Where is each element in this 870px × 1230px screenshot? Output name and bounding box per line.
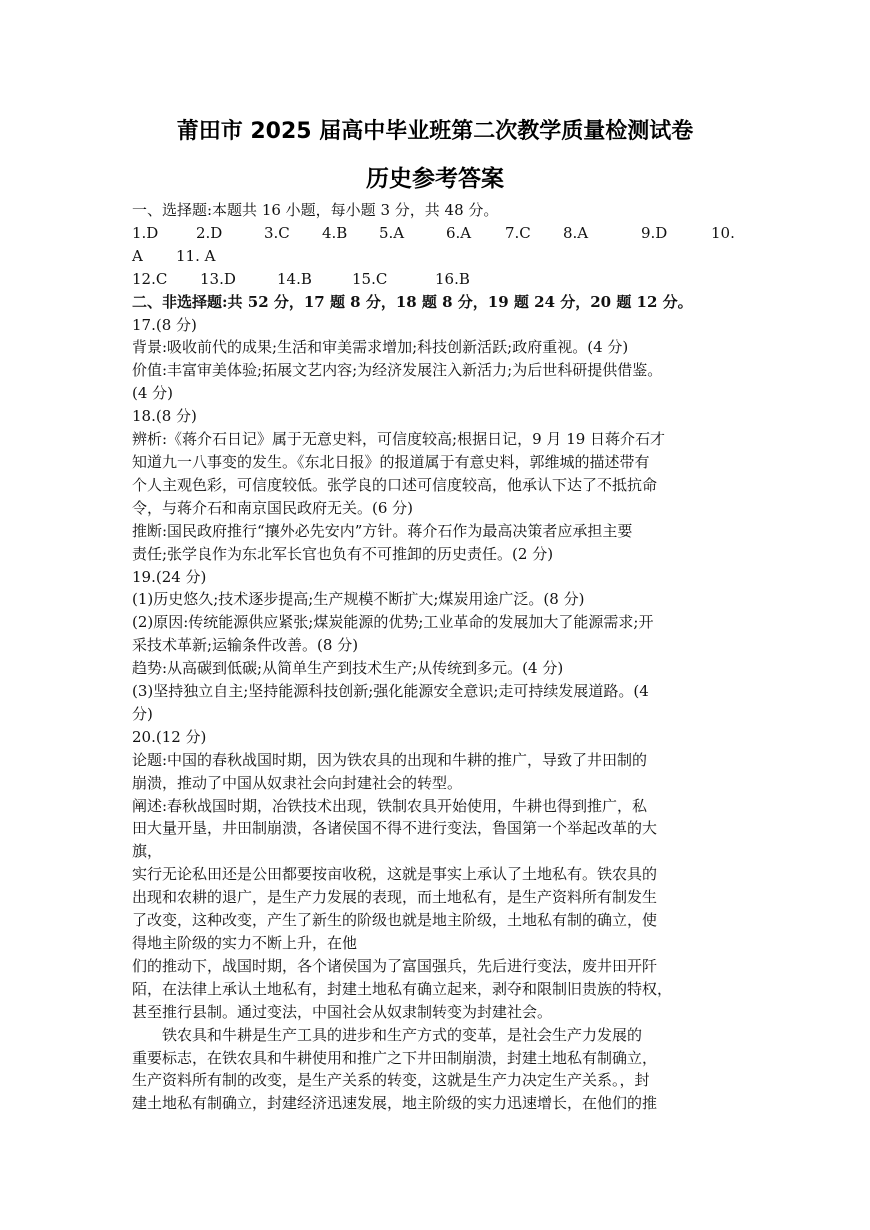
text-line: 17.(8 分) bbox=[132, 315, 197, 334]
text-line: 建土地私有制确立，封建经济迅速发展，地主阶级的实力迅速增长，在他们的推 bbox=[132, 1094, 658, 1113]
text-line: 19.(24 分) bbox=[132, 567, 207, 586]
choice-answer: 16.B bbox=[435, 269, 470, 288]
choice-answer: 9.D bbox=[641, 223, 668, 242]
choice-answer: 2.D bbox=[196, 223, 223, 242]
text-line: 分) bbox=[132, 704, 153, 723]
text-line: 们的推动下，战国时期，各个诸侯国为了富国强兵，先后进行变法，废井田开阡 bbox=[132, 956, 658, 975]
choice-answer: 13.D bbox=[200, 269, 236, 288]
text-line: 阐述:春秋战国时期，冶铁技术出现，铁制农具开始使用，牛耕也得到推广，私 bbox=[132, 796, 648, 815]
choice-answer: 10. bbox=[711, 223, 735, 242]
text-line: 辨析:《蒋介石日记》属于无意史料，可信度较高;根据日记，9 月 19 日蒋介石才 bbox=[132, 430, 666, 449]
text-line: 甚至推行县制。通过变法，中国社会从奴隶制转变为封建社会。 bbox=[132, 1002, 553, 1021]
text-line: 出现和农耕的退广，是生产力发展的表现，而土地私有，是生产资料所有制发生 bbox=[132, 888, 658, 907]
choice-answer: 5.A bbox=[379, 223, 405, 242]
text-line: 责任;张学良作为东北军长官也负有不可推卸的历史责任。(2 分) bbox=[132, 544, 554, 563]
text-line: 铁农具和牛耕是生产工具的进步和生产方式的变革，是社会生产力发展的 bbox=[162, 1025, 643, 1044]
text-line: 背景:吸收前代的成果;生活和审美需求增加;科技创新活跃;政府重视。(4 分) bbox=[132, 338, 629, 357]
choice-answer: 11. A bbox=[176, 246, 216, 265]
text-line: (3)坚持独立自主;坚持能源科技创新;强化能源安全意识;走可持续发展道路。(4 bbox=[132, 682, 649, 701]
choice-answer: 7.C bbox=[505, 223, 531, 242]
text-line: 趋势:从高碳到低碳;从简单生产到技术生产;从传统到多元。(4 分) bbox=[132, 659, 564, 678]
choice-answer: 4.B bbox=[322, 223, 348, 242]
document-title: 莆田市 2025 届高中毕业班第二次教学质量检测试卷 bbox=[176, 119, 694, 144]
text-line: 令，与蒋介石和南京国民政府无关。(6 分) bbox=[132, 498, 414, 517]
text-line: (1)历史悠久;技术逐步提高;生产规模不断扩大;煤炭用途广泛。(8 分) bbox=[132, 590, 585, 609]
choice-row-1 bbox=[132, 222, 742, 245]
text-line: 重要标志，在铁农具和牛耕使用和推广之下井田制崩溃，封建土地私有制确立， bbox=[132, 1048, 658, 1067]
text-line: (4 分) bbox=[132, 384, 174, 403]
section1-heading: 一、选择题:本题共 16 小题，每小题 3 分，共 48 分。 bbox=[132, 201, 499, 219]
text-line: 陌，在法律上承认土地私有，封建土地私有确立起来，剥夺和限制旧贵族的特权， bbox=[132, 979, 673, 998]
text-line: 推断:国民政府推行“攘外必先安内”方针。蒋介石作为最高决策者应承担主要 bbox=[132, 521, 633, 540]
choice-answer: 15.C bbox=[352, 269, 388, 288]
text-line: 生产资料所有制的改变，是生产关系的转变，这就是生产力决定生产关系。，封 bbox=[132, 1071, 650, 1090]
text-line: 个人主观色彩，可信度较低。张学良的口述可信度较高，他承认下达了不抵抗命 bbox=[132, 475, 658, 494]
choice-row-2 bbox=[132, 245, 742, 268]
choice-answer: 14.B bbox=[277, 269, 312, 288]
text-line: 采技术革新;运输条件改善。(8 分) bbox=[132, 636, 359, 655]
section2-heading: 二、非选择题:共 52 分，17 题 8 分，18 题 8 分，19 题 24 分，20 题 12 分。 bbox=[132, 292, 693, 311]
text-line: 论题:中国的春秋战国时期，因为铁农具的出现和牛耕的推广，导致了井田制的 bbox=[132, 750, 648, 769]
document-subtitle: 历史参考答案 bbox=[366, 166, 504, 192]
text-line: 实行无论私田还是公田都要按亩收税，这就是事实上承认了土地私有。铁农具的 bbox=[132, 865, 658, 884]
choice-answer: A bbox=[132, 246, 143, 265]
text-line: 得地主阶级的实力不断上升，在他 bbox=[132, 934, 358, 952]
choice-answer: 6.A bbox=[446, 223, 472, 242]
text-line: 价值:丰富审美体验;拓展文艺内容;为经济发展注入新活力;为后世科研提供借鉴。 bbox=[132, 361, 663, 380]
choice-row-3 bbox=[132, 268, 742, 291]
choice-answer: 12.C bbox=[132, 269, 168, 288]
text-line: (2)原因:传统能源供应紧张;煤炭能源的优势;工业革命的发展加大了能源需求;开 bbox=[132, 613, 654, 632]
text-line: 20.(12 分) bbox=[132, 727, 207, 746]
text-line: 旗， bbox=[132, 842, 163, 861]
choice-answer: 3.C bbox=[264, 223, 290, 242]
choice-answer: 8.A bbox=[563, 223, 589, 242]
text-line: 18.(8 分) bbox=[132, 407, 197, 426]
choice-answer: 1.D bbox=[132, 223, 159, 242]
text-line: 了改变，这种改变，产生了新生的阶级也就是地主阶级，土地私有制的确立，使 bbox=[132, 911, 658, 930]
text-line: 田大量开垦，井田制崩溃，各诸侯国不得不进行变法，鲁国第一个举起改革的大 bbox=[132, 819, 658, 838]
text-line: 知道九一八事变的发生。《东北日报》的报道属于有意史料，郭维城的描述带有 bbox=[132, 452, 650, 471]
text-line: 崩溃，推动了中国从奴隶社会向封建社会的转型。 bbox=[132, 773, 463, 792]
answer-content bbox=[132, 199, 742, 1115]
